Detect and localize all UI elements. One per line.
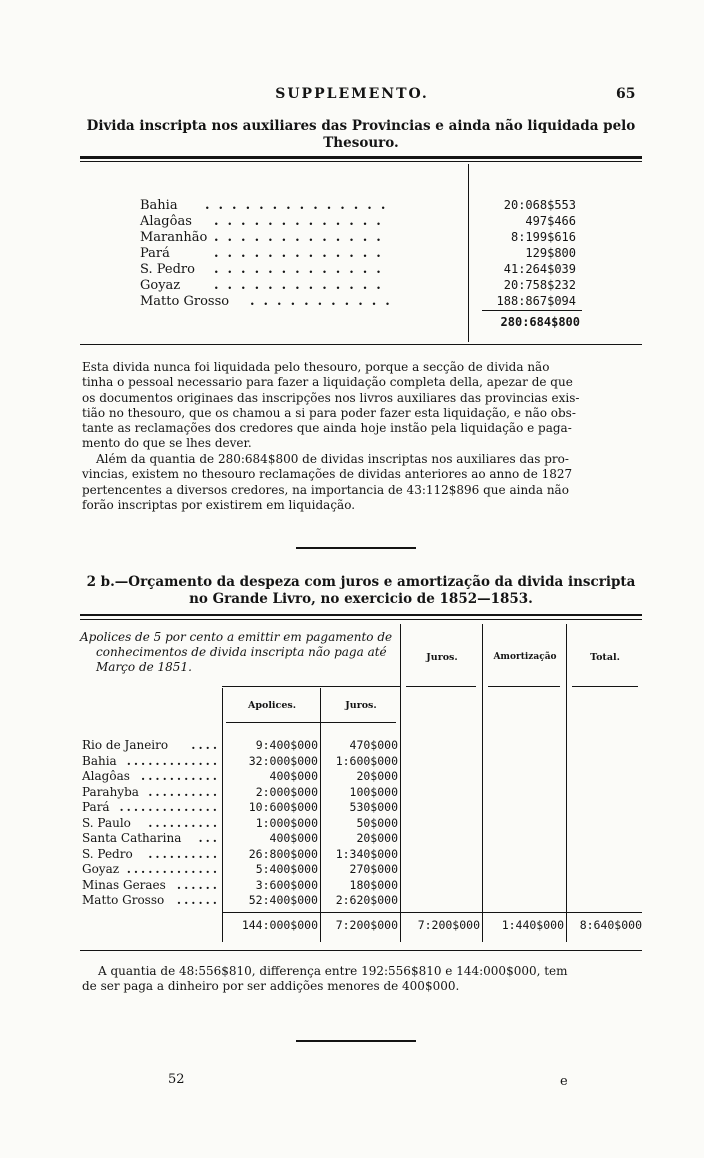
table2-row-name: S. Pedro	[82, 846, 133, 861]
dot-leader: .............	[126, 753, 220, 768]
section2-title-line1: 2 b.—Orçamento da despeza com juros e amortização da divida inscripta	[86, 574, 636, 590]
table2-row-apolices: 32:000$000	[248, 753, 318, 768]
section1-column-divider	[468, 164, 469, 342]
section-separator-bottom	[296, 1040, 416, 1042]
page-number: 65	[616, 86, 636, 102]
dot-leader: ..........	[148, 815, 220, 830]
dot-leader: .............	[214, 278, 390, 293]
dot-leader: ....	[191, 738, 220, 752]
section1-total-rule	[482, 310, 582, 311]
paragraph-1-line: mento do que se lhes dever.	[82, 436, 252, 451]
table2-row-juros: 1:340$000	[335, 846, 398, 861]
section1-title	[76, 118, 646, 152]
paragraph-3-line: de ser paga a dinheiro por ser addições menores de 400$000.	[82, 979, 460, 994]
section1-title-line1: Divida inscripta nos auxiliares das Provincias e ainda não liquidada pelo	[86, 118, 636, 134]
table2-header-rule-total	[572, 686, 638, 687]
table2-divider-juros	[482, 624, 483, 942]
dot-leader: .............	[126, 862, 220, 876]
section1-row-value: 20:758$232	[503, 278, 576, 292]
section1-row-name: Matto Grosso	[140, 294, 230, 309]
table2-totals-rule	[222, 912, 642, 913]
header-total: Total.	[590, 652, 620, 663]
table2-intro	[80, 630, 392, 675]
dot-leader: ..............	[119, 800, 220, 814]
table2-row-apolices: 400$000	[269, 769, 318, 783]
table2-divider-apolices-left	[222, 688, 223, 942]
paragraph-3	[82, 964, 642, 995]
table2-row-apolices: 5:400$000	[255, 862, 318, 876]
paragraph-2-line: forão inscriptas por existirem em liquidação.	[82, 497, 356, 512]
signature-number: 52	[168, 1072, 185, 1087]
section1-row-name: Alagôas	[140, 214, 192, 229]
table2-top-rule-thin	[80, 619, 642, 620]
table2-row-name: Goyaz	[82, 862, 120, 876]
dot-leader: ..........	[148, 784, 220, 799]
header-amortizacao: Amortização	[493, 652, 557, 662]
section1-top-rule	[80, 156, 642, 159]
subheader-juros: Juros.	[345, 700, 377, 711]
table2-bottom-rule	[80, 950, 642, 951]
table2-row-juros: 20$000	[356, 769, 398, 783]
section1-row-value: 41:264$039	[503, 262, 576, 276]
dot-leader: .............	[214, 262, 390, 277]
total-apolices: 144:000$000	[241, 918, 318, 932]
table2-row-name: Pará	[82, 800, 110, 814]
section1-top-rule-thin	[80, 161, 642, 162]
paragraph-1-line: os documentos originaes das inscripções nos livros auxiliares das provincias exis-	[82, 390, 580, 405]
section1-bottom-rule	[80, 344, 642, 345]
table2-row-name: Parahyba	[82, 784, 139, 799]
total-juros-column: 7:200$000	[417, 918, 480, 932]
table2-row-name: Bahia	[82, 753, 117, 768]
table2-row-name: Matto Grosso	[82, 893, 165, 907]
table2-row-apolices: 400$000	[269, 831, 318, 845]
total-amortizacao: 1:440$000	[501, 918, 564, 932]
section1-row-name: Maranhão	[140, 230, 208, 245]
table2-row-name: Alagôas	[82, 769, 130, 783]
signature-letter: e	[560, 1074, 568, 1089]
table2-row-apolices: 2:000$000	[255, 784, 318, 799]
table2-row-juros: 270$000	[349, 862, 398, 876]
dot-leader: .............	[214, 246, 390, 261]
subheader-apolices: Apolices.	[247, 700, 297, 711]
dot-leader: .............	[214, 230, 390, 245]
table2-row-juros: 1:600$000	[335, 753, 398, 768]
section1-row-name: S. Pedro	[140, 262, 195, 277]
table2-row-apolices: 26:800$000	[248, 846, 318, 861]
section-separator	[296, 547, 416, 549]
dot-leader: .............	[214, 214, 390, 229]
dot-leader: ......	[176, 877, 220, 892]
paragraph-3-line: A quantia de 48:556$810, differença entre 192:556$810 e 144:000$000, tem	[98, 964, 568, 978]
dot-leader: ...........	[141, 769, 220, 783]
paragraph-1-line: tinha o pessoal necessario para fazer a liquidação completa della, apezar de que	[82, 375, 573, 390]
section1-title-line2: Thesouro.	[323, 135, 399, 151]
dot-leader: ...........	[250, 294, 399, 309]
table2-divider-amortizacao	[566, 624, 567, 942]
paragraph-1-line: tante as reclamações dos credores que ainda hoje instão pela liquidação e paga-	[82, 421, 572, 436]
running-title: SUPPLEMENTO.	[275, 86, 429, 102]
table2-header-rule-juros	[406, 686, 476, 687]
table2-header-rule-amort	[488, 686, 560, 687]
paragraph-2-line: vincias, existem no thesouro reclamações de dividas anteriores ao anno de 1827	[82, 467, 573, 482]
total-juros: 7:200$000	[335, 918, 398, 932]
table2-intro-line: Apolices de 5 por cento a emittir em pagamento de	[80, 630, 393, 644]
dot-leader: ...	[198, 831, 220, 845]
table2-row-juros: 530$000	[349, 800, 398, 814]
table2-row-juros: 180$000	[349, 877, 398, 892]
paragraph-2	[82, 452, 642, 513]
table2-row-juros: 2:620$000	[335, 893, 398, 907]
section1-row-value: 20:068$553	[503, 198, 576, 212]
paragraph-1-line: tião no thesouro, que os chamou a si para poder fazer esta liquidação, e não obs-	[82, 405, 576, 420]
table2-row-apolices: 10:600$000	[248, 800, 318, 814]
header-juros: Juros.	[426, 652, 458, 663]
table2-row-apolices: 52:400$000	[248, 893, 318, 907]
table2-subheader-rule	[226, 722, 396, 723]
table2-divider-intro	[400, 624, 401, 942]
table2-intro-line: Março de 1851.	[96, 660, 192, 674]
table2-row-juros: 470$000	[349, 738, 398, 752]
table2-row-name: S. Paulo	[82, 815, 131, 830]
table2-top-rule	[80, 614, 642, 616]
table2-row-apolices: 1:000$000	[255, 815, 318, 830]
dot-leader: ..............	[205, 198, 395, 213]
dot-leader: ......	[176, 893, 220, 907]
paragraph-2-line: pertencentes a diversos credores, na importancia de 43:112$896 que ainda não	[82, 482, 569, 497]
dot-leader: ..........	[148, 846, 220, 861]
section1-row-name: Pará	[140, 246, 170, 261]
section2-title-line2: no Grande Livro, no exercicio de 1852—1853.	[189, 591, 533, 607]
paragraph-2-line: Além da quantia de 280:684$800 de dividas inscriptas nos auxiliares das pro-	[96, 452, 569, 466]
table2-row-apolices: 3:600$000	[255, 877, 318, 892]
table2-row-juros: 50$000	[356, 815, 398, 830]
table2-row-name: Rio de Janeiro	[82, 738, 169, 752]
section1-row-name: Bahia	[140, 198, 178, 213]
section1-row-name: Goyaz	[140, 278, 181, 293]
table2-divider-apolices-juros	[320, 688, 321, 942]
section2-title	[76, 574, 646, 608]
section1-row-value: 8:199$616	[510, 230, 576, 244]
table2-row-name: Santa Catharina	[82, 831, 182, 845]
table2-row-name: Minas Geraes	[82, 877, 166, 892]
table2-row-juros: 20$000	[356, 831, 398, 845]
paragraph-1	[82, 360, 642, 452]
table2-row-juros: 100$000	[349, 784, 398, 799]
total-grand: 8:640$000	[579, 918, 642, 932]
section1-row-value: 129$800	[525, 246, 576, 260]
table2-intro-line: conhecimentos de divida inscripta não paga até	[96, 645, 387, 659]
paragraph-1-line: Esta divida nunca foi liquidada pelo thesouro, porque a secção de divida não	[82, 360, 550, 374]
section1-row-value: 188:867$094	[496, 294, 576, 308]
section1-row-value: 497$466	[525, 214, 576, 228]
section1-total: 280:684$800	[500, 315, 580, 329]
table2-header-rule	[222, 686, 400, 687]
table2-row-apolices: 9:400$000	[255, 738, 318, 752]
